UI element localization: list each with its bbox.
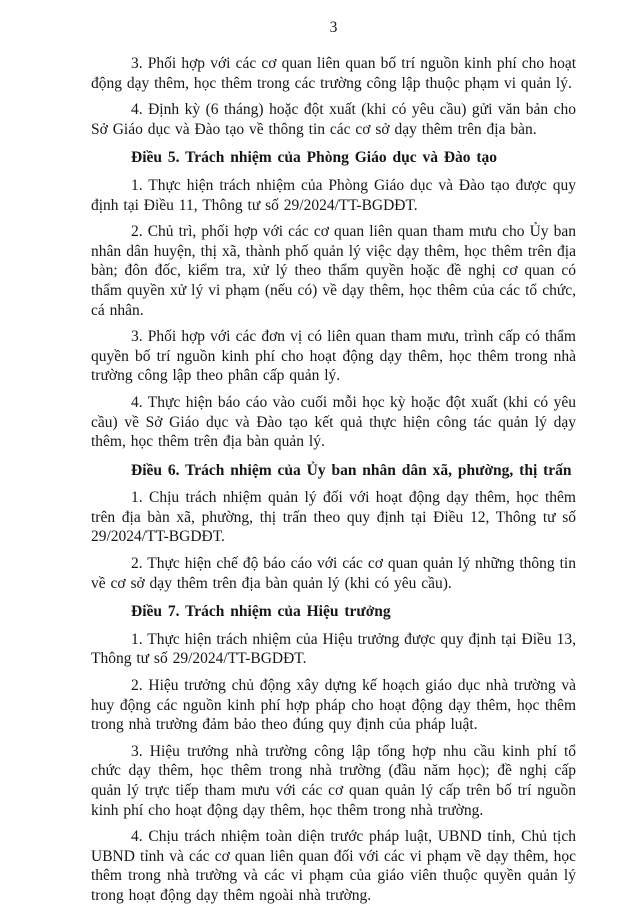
body-paragraph: 2. Thực hiện chế độ báo cáo với các cơ quan quản lý những thông tin về cơ sở dạy thêm trên địa bàn quản lý (khi có yêu cầu). [91,555,576,592]
body-paragraph: 3. Hiệu trưởng nhà trường công lập tổng hợp nhu cầu kinh phí tổ chức dạy thêm, học thêm trong nhà trường (đầu năm học); đề nghị cấp quản lý trực tiếp tham mưu với các cơ quan quản lý cấp trên bố trí nguồn kinh phí cho hoạt động dạy thêm, học thêm trong nhà trường. [91,742,576,819]
body-paragraph: 4. Định kỳ (6 tháng) hoặc đột xuất (khi có yêu cầu) gửi văn bản cho Sở Giáo dục và Đào tạo về thông tin các cơ sở dạy thêm trên địa bàn. [91,101,576,138]
body-paragraph: 1. Thực hiện trách nhiệm của Hiệu trưởng được quy định tại Điều 13, Thông tư số 29/2024/TT-BGDĐT. [91,630,576,668]
body-paragraph: 4. Chịu trách nhiệm toàn diện trước pháp luật, UBND tỉnh, Chủ tịch UBND tỉnh và các cơ quan liên quan đối với các vi phạm về dạy thêm, học thêm trong nhà trường và các vi phạm của giáo viên thuộc quyền quản lý trong hoạt động dạy thêm ngoài nhà trường. [91,828,576,904]
document-body [91,54,576,906]
article-heading: Điều 5. Trách nhiệm của Phòng Giáo dục và Đào tạo [131,149,498,167]
article-heading: Điều 6. Trách nhiệm của Ủy ban nhân dân xã, phường, thị trấn [131,461,572,479]
body-paragraph: 3. Phối hợp với các đơn vị có liên quan tham mưu, trình cấp có thẩm quyền bố trí nguồn kinh phí cho hoạt động dạy thêm, học thêm trong nhà trường công lập theo phân cấp quản lý. [91,328,576,385]
body-paragraph: 4. Thực hiện báo cáo vào cuối mỗi học kỳ hoặc đột xuất (khi có yêu cầu) về Sở Giáo dục và Đào tạo kết quả thực hiện công tác quản lý dạy thêm, học thêm trên địa bàn quản lý. [91,393,576,451]
article-heading: Điều 7. Trách nhiệm của Hiệu trưởng [131,603,391,621]
body-paragraph: 1. Thực hiện trách nhiệm của Phòng Giáo dục và Đào tạo được quy định tại Điều 11, Thông tư số 29/2024/TT-BGDĐT. [91,176,576,214]
body-paragraph: 2. Hiệu trưởng chủ động xây dựng kế hoạch giáo dục nhà trường và huy động các nguồn kinh phí hợp pháp cho hoạt động dạy thêm, học thêm trong nhà trường đảm bảo theo đúng quy định của pháp luật. [91,677,576,734]
page-number: 3 [329,19,338,36]
body-paragraph: 1. Chịu trách nhiệm quản lý đối với hoạt động dạy thêm, học thêm trên địa bàn xã, phường, thị trấn theo quy định tại Điều 12, Thông tư số 29/2024/TT-BGDĐT. [91,489,576,546]
body-paragraph: 3. Phối hợp với các cơ quan liên quan bố trí nguồn kinh phí cho hoạt động dạy thêm, học thêm trong các trường công lập thuộc phạm vi quản lý. [91,55,576,92]
body-paragraph: 2. Chủ trì, phối hợp với các cơ quan liên quan tham mưu cho Ủy ban nhân dân huyện, thị xã, thành phố quản lý việc dạy thêm, học thêm trên địa bàn; đôn đốc, kiểm tra, xử lý theo thẩm quyền hoặc đề nghị cơ quan có thẩm quyền xử lý vi phạm (nếu có) về dạy thêm, học thêm của các tổ chức, cá nhân. [91,223,576,319]
